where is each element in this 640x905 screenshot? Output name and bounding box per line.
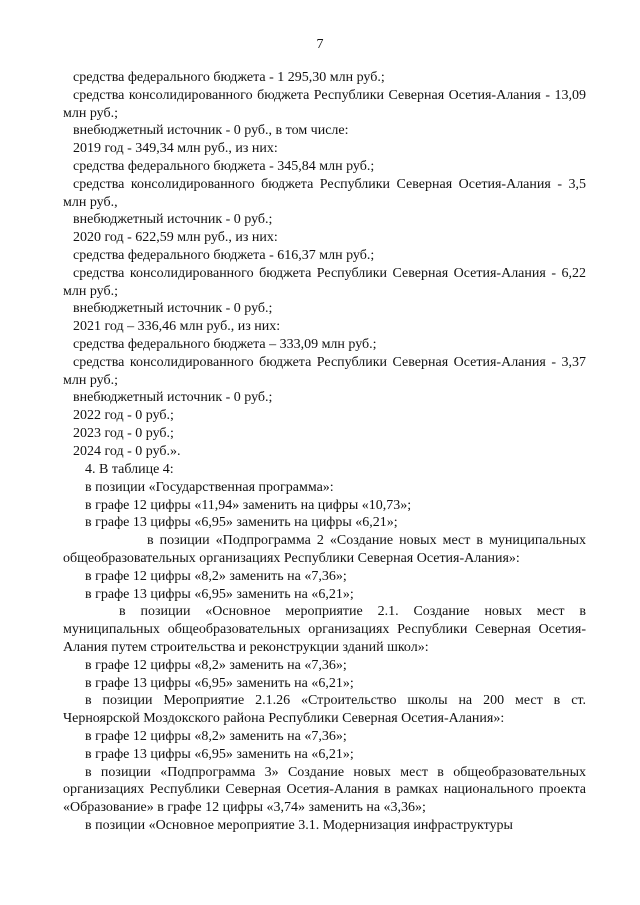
paragraph: средства федерального бюджета - 345,84 млн руб.; <box>73 158 375 174</box>
paragraph: средства консолидированного бюджета Республики Северная Осетия-Алания - 6,22 млн руб.; <box>63 265 586 299</box>
paragraph: средства консолидированного бюджета Республики Северная Осетия-Алания - 13,09 млн руб.; <box>63 87 586 121</box>
paragraph: в позиции «Основное мероприятие 3.1. Модернизация инфраструктуры <box>85 817 513 833</box>
paragraph: 2024 год - 0 руб.». <box>73 443 181 459</box>
paragraph: внебюджетный источник - 0 руб.; <box>73 390 273 406</box>
paragraph: в позиции «Основное мероприятие 2.1. Создание новых мест в муниципальных общеобразовательных организациях Республики Северная Осетия-Алания путем строительства и реконструкции зданий школ»: <box>63 604 586 655</box>
paragraph: в позиции «Государственная программа»: <box>85 479 334 495</box>
paragraph: средства федерального бюджета - 616,37 млн руб.; <box>73 247 375 263</box>
paragraph: в графе 13 цифры «6,95» заменить на «6,21»; <box>85 586 354 602</box>
paragraph: внебюджетный источник - 0 руб.; <box>73 212 273 228</box>
paragraph: в графе 12 цифры «11,94» заменить на цифры «10,73»; <box>85 497 412 513</box>
paragraph: средства федерального бюджета – 333,09 млн руб.; <box>73 336 377 352</box>
paragraph: внебюджетный источник - 0 руб.; <box>73 301 273 317</box>
funding-breakdown <box>63 69 586 461</box>
paragraph: в графе 12 цифры «8,2» заменить на «7,36»; <box>85 568 347 584</box>
paragraph: 2019 год - 349,34 млн руб., из них: <box>73 141 278 157</box>
paragraph: в позиции «Подпрограмма 3» Создание новых мест в общеобразовательных организациях Республики Северная Осетия-Алания в рамках национального проекта «Образование» в графе 12 цифры «3,74» заменить на «3,36»; <box>63 764 586 816</box>
paragraph: средства консолидированного бюджета Республики Северная Осетия-Алания - 3,5 млн руб., <box>63 176 586 210</box>
paragraph: 2021 год – 336,46 млн руб., из них: <box>73 319 281 335</box>
paragraph: в графе 12 цифры «8,2» заменить на «7,36»; <box>85 657 347 673</box>
paragraph: в позиции «Подпрограмма 2 «Создание новых мест в муниципальных общеобразовательных организациях Республики Северная Осетия-Алания»: <box>63 533 586 566</box>
paragraph: в графе 13 цифры «6,95» заменить на «6,21»; <box>85 746 354 762</box>
paragraph: 2020 год - 622,59 млн руб., из них: <box>73 230 278 246</box>
section-heading: 4. В таблице 4: <box>85 462 174 477</box>
page-number: 7 <box>316 37 324 52</box>
paragraph: внебюджетный источник - 0 руб., в том числе: <box>73 123 349 139</box>
paragraph: средства консолидированного бюджета Республики Северная Осетия-Алания - 3,37 млн руб.; <box>63 354 586 388</box>
paragraph: 2023 год - 0 руб.; <box>73 425 174 441</box>
paragraph: в позиции Мероприятие 2.1.26 «Строительство школы на 200 мест в ст. Черноярской Моздокского района Республики Северная Осетия-Алания»: <box>63 693 586 727</box>
paragraph: средства федерального бюджета - 1 295,30 млн руб.; <box>73 70 385 85</box>
paragraph: 2022 год - 0 руб.; <box>73 408 174 424</box>
paragraph: в графе 13 цифры «6,95» заменить на цифры «6,21»; <box>85 515 398 531</box>
paragraph: в графе 12 цифры «8,2» заменить на «7,36»; <box>85 728 347 744</box>
paragraph: в графе 13 цифры «6,95» заменить на «6,21»; <box>85 675 354 691</box>
table-4-amendments <box>63 461 586 835</box>
